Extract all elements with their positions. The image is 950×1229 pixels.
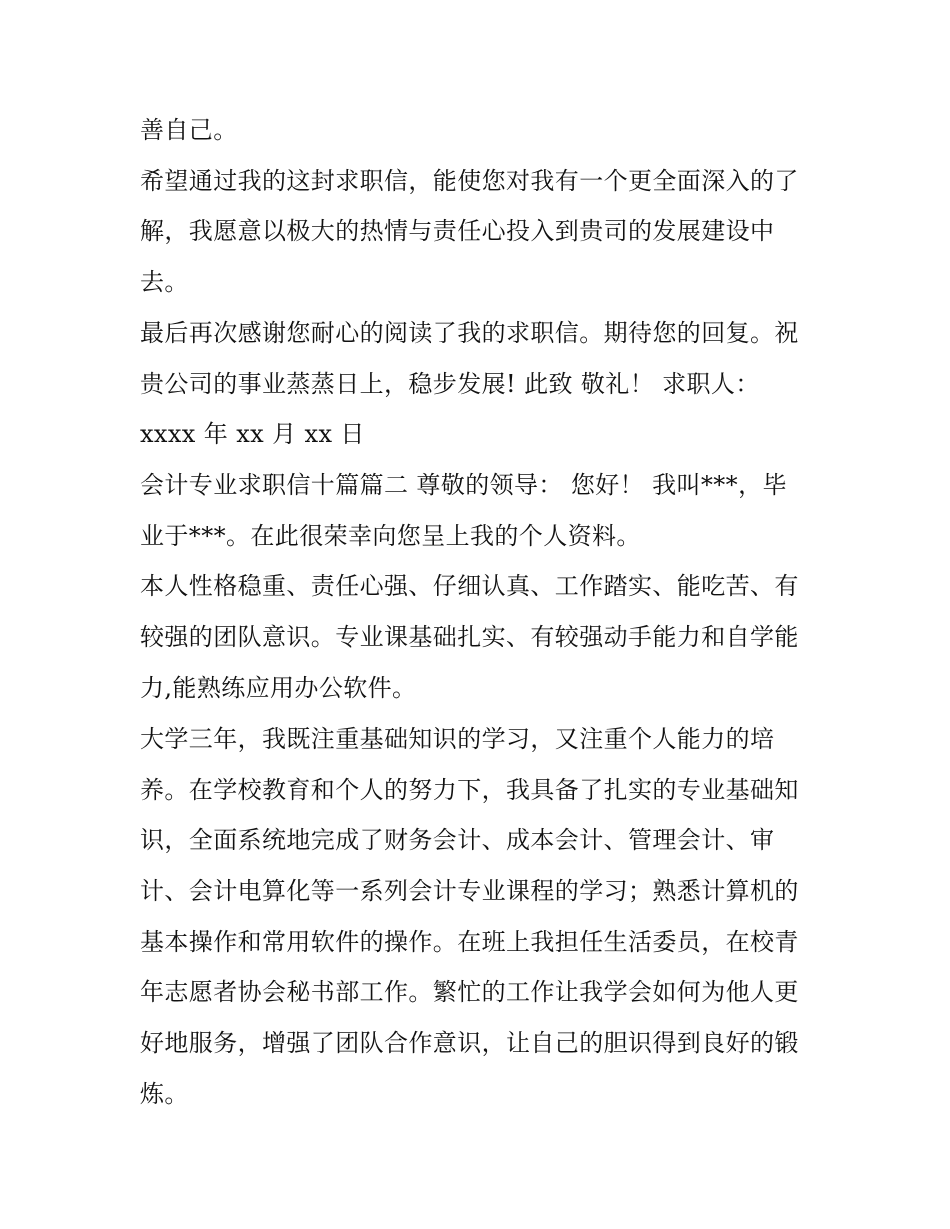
text-line: 最后再次感谢您耐心的阅读了我的求职信。期待您的回复。祝	[140, 319, 799, 347]
text-line: 业于***。在此很荣幸向您呈上我的个人资料。	[140, 522, 641, 550]
text-line: 贵公司的事业蒸蒸日上，稳步发展! 此致 敬礼！ 求职人：	[140, 370, 760, 398]
text-line: 去。	[140, 268, 189, 296]
text-line: 解，我愿意以极大的热情与责任心投入到贵司的发展建设中	[140, 217, 775, 245]
text-line: 较强的团队意识。专业课基础扎实、有较强动手能力和自学能	[140, 623, 799, 651]
text-line: 本人性格稳重、责任心强、仔细认真、工作踏实、能吃苦、有	[140, 572, 799, 600]
text-line: 计、会计电算化等一系列会计专业课程的学习；熟悉计算机的	[140, 877, 799, 905]
text-line: 力,能熟练应用办公软件。	[140, 674, 417, 702]
section-heading-line: 会计专业求职信十篇篇二 尊敬的领导： 您好！ 我叫***，毕	[140, 471, 787, 499]
date-line: xxxx 年 xx 月 xx 日	[140, 420, 365, 448]
text-line: 希望通过我的这封求职信，能使您对我有一个更全面深入的了	[140, 167, 799, 195]
text-line: 养。在学校教育和个人的努力下，我具备了扎实的专业基础知	[140, 776, 799, 804]
text-line: 基本操作和常用软件的操作。在班上我担任生活委员，在校青	[140, 928, 799, 956]
text-line: 善自己。	[140, 116, 238, 144]
text-line: 好地服务，增强了团队合作意识，让自己的胆识得到良好的锻	[140, 1029, 799, 1057]
text-line: 识，全面系统地完成了财务会计、成本会计、管理会计、审	[140, 826, 775, 854]
text-line: 年志愿者协会秘书部工作。繁忙的工作让我学会如何为他人更	[140, 978, 799, 1006]
text-line: 炼。	[140, 1080, 189, 1108]
text-line: 大学三年，我既注重基础知识的学习，又注重个人能力的培	[140, 725, 775, 753]
